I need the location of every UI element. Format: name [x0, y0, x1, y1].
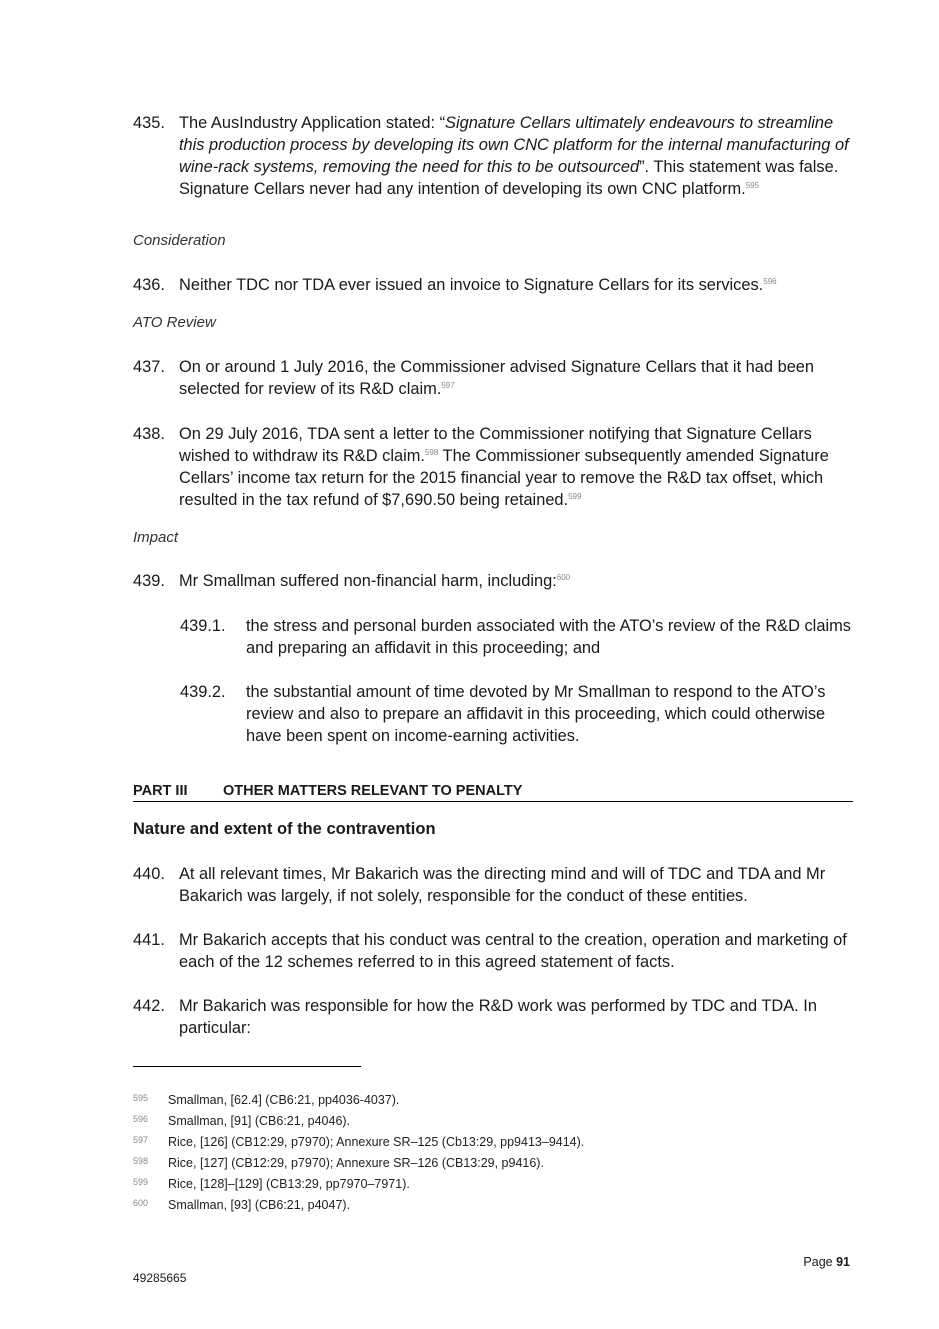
quoted-text: Signature Cellars ultimately endeavours to streamline this production process by developing its own CNC platform for the internal manufacturing of wine-rack systems, removing the need for this to be outsourced — [179, 114, 849, 176]
paragraph-text: Mr Bakarich was responsible for how the R&D work was performed by TDC and TDA. In particular: — [179, 997, 817, 1037]
footnote-text: Smallman, [91] (CB6:21, p4046). — [168, 1114, 351, 1128]
footnote-number: 595 — [133, 1093, 149, 1103]
footnote-text: Smallman, [93] (CB6:21, p4047). — [168, 1198, 351, 1212]
paragraph-number: 439. — [133, 572, 165, 590]
footnote-number: 599 — [133, 1177, 149, 1187]
paragraph-number: 439.2. — [180, 683, 226, 701]
paragraph-442 — [133, 995, 853, 1039]
footnote — [133, 1134, 584, 1150]
footnote-ref[interactable]: 597 — [441, 381, 455, 390]
paragraph-number: 439.1. — [180, 617, 226, 635]
footnote — [133, 1176, 410, 1192]
paragraph-number: 435. — [133, 114, 165, 132]
footnote-number: 598 — [133, 1156, 149, 1166]
paragraph-text: The AusIndustry Application stated: “ — [179, 114, 446, 132]
document-id: 49285665 — [133, 1271, 187, 1285]
footnote-text: Smallman, [62.4] (CB6:21, pp4036-4037). — [168, 1093, 400, 1107]
paragraph-text: At all relevant times, Mr Bakarich was the directing mind and will of TDC and TDA and Mr Bakarich was largely, if not solely, responsible for the conduct of these entities. — [179, 865, 826, 905]
page-number — [803, 1255, 850, 1269]
footnote-text: Rice, [128]–[129] (CB13:29, pp7970–7971). — [168, 1177, 410, 1191]
part-heading — [133, 783, 853, 802]
paragraph-text: On or around 1 July 2016, the Commissioner advised Signature Cellars that it had been selected for review of its R&D claim. — [179, 358, 815, 398]
page-number-value: 91 — [836, 1255, 850, 1269]
paragraph-441 — [133, 929, 853, 973]
paragraph-436 — [133, 274, 853, 296]
footnote-number: 597 — [133, 1135, 149, 1145]
section-title: Nature and extent of the contravention — [133, 820, 436, 838]
paragraph-number: 436. — [133, 276, 165, 294]
paragraph-text: the stress and personal burden associated with the ATO’s review of the R&D claims and preparing an affidavit in this proceeding; and — [246, 617, 851, 657]
paragraph-text: On 29 July 2016, TDA sent a letter to the Commissioner notifying that Signature Cellars wished to withdraw its R&D claim. — [179, 425, 812, 465]
paragraph-number: 438. — [133, 425, 165, 443]
paragraph-text: Mr Smallman suffered non-financial harm, including: — [179, 572, 557, 590]
paragraph-435 — [133, 112, 853, 200]
paragraph-440 — [133, 863, 853, 907]
footnote-ref[interactable]: 599 — [568, 492, 582, 501]
footnote-text: Rice, [126] (CB12:29, p7970); Annexure SR–125 (Cb13:29, pp9413–9414). — [168, 1135, 585, 1149]
part-number: PART III — [133, 783, 188, 799]
paragraph-number: 440. — [133, 865, 165, 883]
subparagraph-439-1 — [180, 615, 853, 659]
footnote-ref[interactable]: 600 — [556, 573, 571, 582]
footnote-ref[interactable]: 598 — [424, 448, 439, 457]
paragraph-number: 441. — [133, 931, 165, 949]
page-label: Page — [803, 1255, 833, 1269]
paragraph-text: Mr Bakarich accepts that his conduct was central to the creation, operation and marketing of each of the 12 schemes referred to in this agreed statement of facts. — [179, 931, 847, 971]
part-title: OTHER MATTERS RELEVANT TO PENALTY — [223, 783, 523, 799]
subparagraph-439-2 — [180, 681, 853, 747]
paragraph-text: the substantial amount of time devoted by Mr Smallman to respond to the ATO’s review and also to prepare an affidavit in this proceeding, which could otherwise have been spent on income-earning activities. — [246, 683, 826, 745]
paragraph-439 — [133, 570, 853, 592]
paragraph-text: ”. This statement was false. Signature Cellars never had any intention of developing its own CNC platform. — [179, 158, 839, 198]
paragraph-438 — [133, 423, 853, 511]
subheading-consideration: Consideration — [133, 232, 226, 249]
footnote-separator — [133, 1066, 361, 1067]
footnote-ref[interactable]: 595 — [745, 181, 760, 190]
footnote-text: Rice, [127] (CB12:29, p7970); Annexure SR–126 (CB13:29, p9416). — [168, 1156, 544, 1170]
paragraph-number: 442. — [133, 997, 165, 1015]
footnote-number: 596 — [133, 1114, 149, 1124]
footnote — [133, 1113, 350, 1129]
subheading-impact: Impact — [133, 529, 179, 546]
subheading-ato-review: ATO Review — [133, 314, 216, 331]
paragraph-text: Neither TDC nor TDA ever issued an invoice to Signature Cellars for its services. — [179, 276, 764, 294]
footnote — [133, 1092, 399, 1108]
footnote-number: 600 — [133, 1198, 149, 1208]
footnote — [133, 1197, 350, 1213]
footnote — [133, 1155, 544, 1171]
paragraph-number: 437. — [133, 358, 165, 376]
paragraph-text: The Commissioner subsequently amended Signature Cellars’ income tax return for the 2015 financial year to remove the R&D tax offset, which resulted in the tax refund of $7,690.50 being retained. — [179, 447, 829, 509]
paragraph-437 — [133, 356, 853, 400]
footnote-ref[interactable]: 596 — [763, 277, 777, 286]
